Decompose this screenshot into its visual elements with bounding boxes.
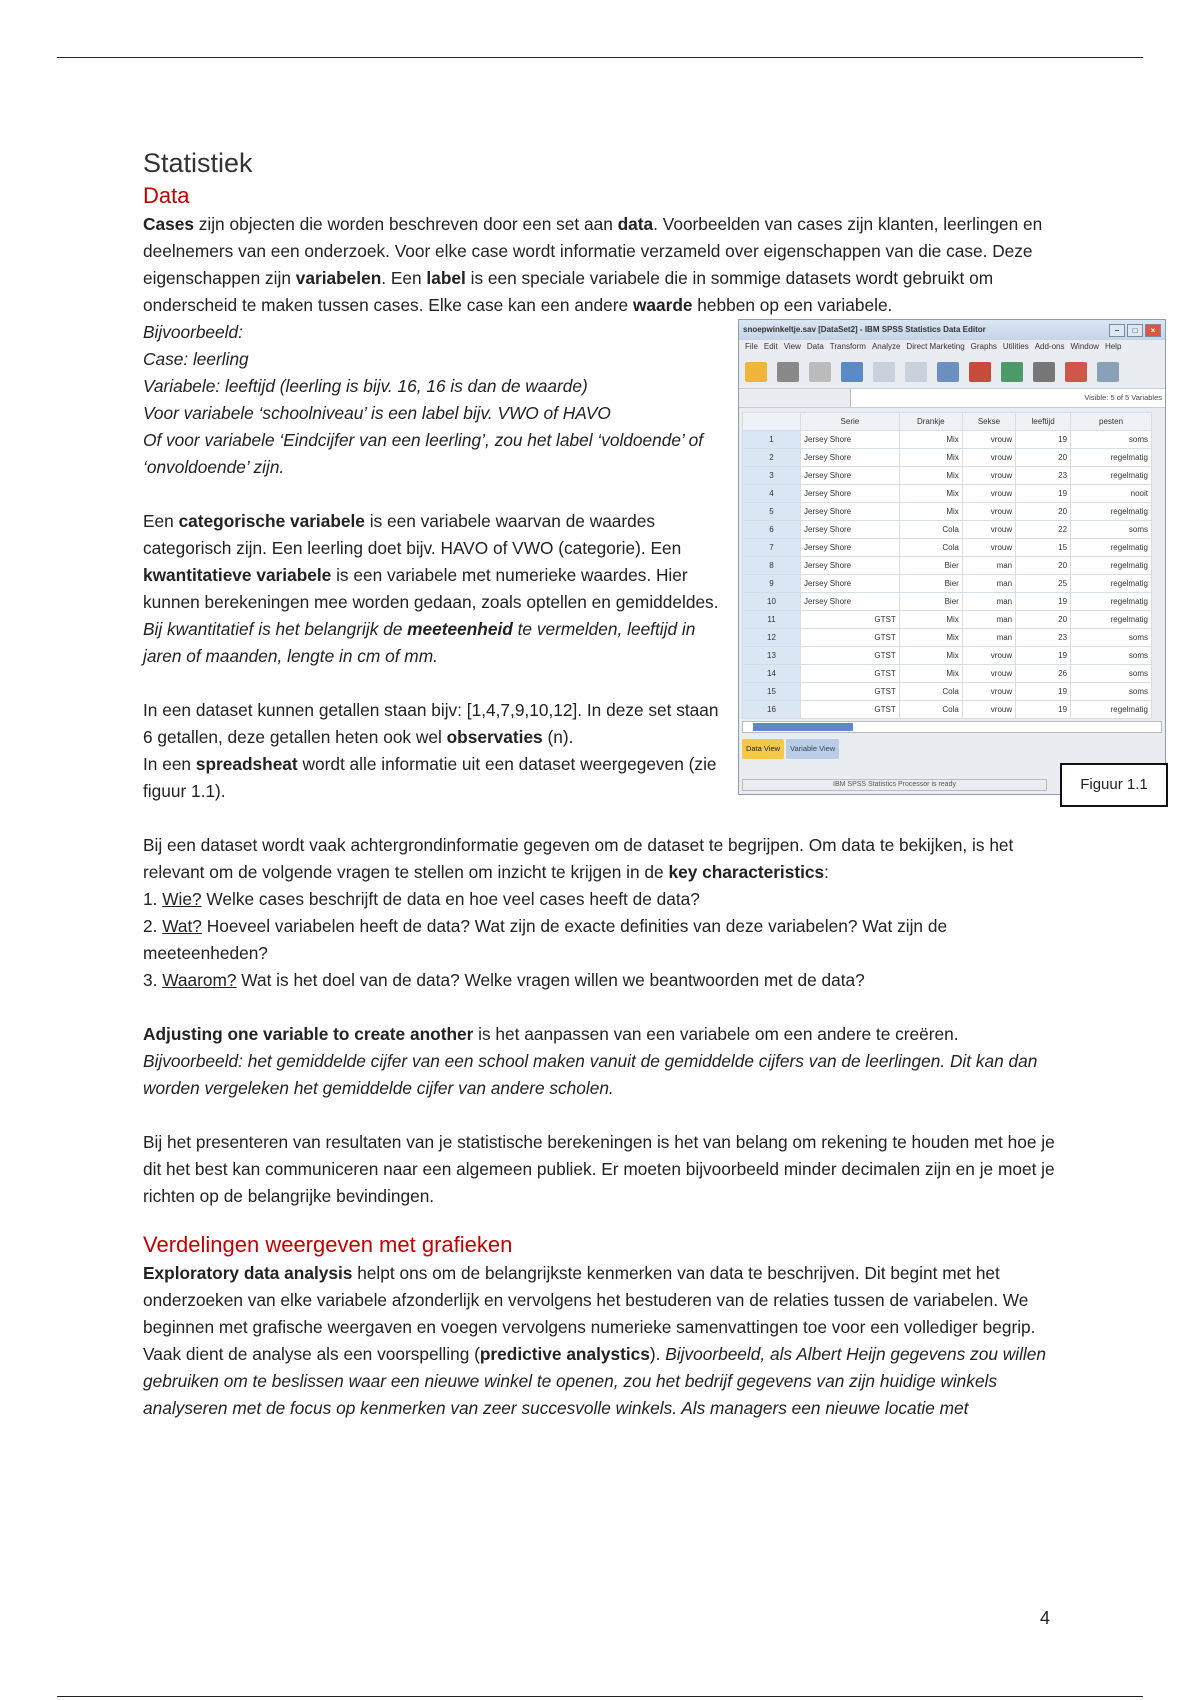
data-cell[interactable]: GTST [801, 629, 900, 647]
question-text: 1. [143, 889, 163, 909]
row-number[interactable]: 9 [743, 575, 801, 593]
horizontal-scrollbar[interactable] [742, 721, 1162, 733]
column-header[interactable]: Serie [801, 413, 900, 431]
question-text: Hoeveel variabelen heeft de data? Wat zijn de exacte definities van deze variabelen? Wat zijn de meeteenheden? [143, 916, 948, 963]
row-number[interactable]: 12 [743, 629, 801, 647]
data-cell[interactable]: regelmatig [1071, 593, 1152, 611]
footer-rule [57, 1696, 1143, 1697]
cell-reference[interactable] [739, 389, 851, 407]
data-cell[interactable]: 23 [1016, 467, 1071, 485]
row-number[interactable]: 4 [743, 485, 801, 503]
data-cell[interactable]: vrouw [962, 665, 1015, 683]
paragraph-variable-types: Een categorische variabele is een variabele waarvan de waardes categorisch zijn. Een leerling doet bijv. HAVO of VWO (categorie). Een kwantitatieve variabele is een variabele met numerieke waardes. Hier kunnen berekeningen mee worden gedaan, zoals optellen en gemiddeldes. Bij kwantitatief is het belangrijk de meeteenheid te vermelden, leeftijd in jaren of maanden, lengte in cm of mm. [143, 511, 719, 666]
column-header[interactable]: Sekse [962, 413, 1015, 431]
goto-case-icon[interactable] [937, 362, 959, 382]
row-number[interactable]: 6 [743, 521, 801, 539]
data-cell[interactable]: 15 [1016, 539, 1071, 557]
table-row [743, 575, 1152, 593]
split-file-icon[interactable] [1065, 362, 1087, 382]
data-cell[interactable]: vrouw [962, 485, 1015, 503]
data-cell[interactable]: 20 [1016, 557, 1071, 575]
question-text: 2. [143, 916, 163, 936]
data-cell[interactable]: Jersey Shore [801, 503, 900, 521]
save-icon[interactable] [777, 362, 799, 382]
data-cell[interactable]: Cola [899, 683, 962, 701]
example-line: Variabele: leeftijd (leerling is bijv. 16, 16 is dan de waarde) [143, 376, 588, 396]
table-row [743, 485, 1152, 503]
row-number[interactable]: 15 [743, 683, 801, 701]
menu-item[interactable]: Edit [763, 342, 778, 351]
figure-caption: Figuur 1.1 [1060, 763, 1168, 807]
maximize-button[interactable]: □ [1127, 324, 1143, 337]
data-cell[interactable]: regelmatig [1071, 611, 1152, 629]
question-keyword: Waarom? [162, 970, 237, 990]
data-cell[interactable]: 19 [1016, 683, 1071, 701]
page-title: Statistiek [143, 148, 253, 178]
question-item [143, 913, 1058, 967]
column-header[interactable]: leeftijd [1016, 413, 1071, 431]
data-cell[interactable]: 20 [1016, 449, 1071, 467]
data-cell[interactable]: soms [1071, 647, 1152, 665]
data-cell[interactable]: regelmatig [1071, 449, 1152, 467]
data-cell[interactable]: Jersey Shore [801, 593, 900, 611]
insert-variable-icon[interactable] [1001, 362, 1023, 382]
data-cell[interactable]: 19 [1016, 485, 1071, 503]
paragraph-presenting: Bij het presenteren van resultaten van je statistische berekeningen is het van belang om rekening te houden met hoe je dit het best kan communiceren naar een algemeen publiek. Er moeten bijvoorbeeld minder decimalen zijn en je moet je richten op de belangrijke bevindingen. [143, 1132, 1055, 1206]
question-keyword: Wie? [162, 889, 202, 909]
paragraph-key-characteristics: Bij een dataset wordt vaak achtergrondinformatie gegeven om de dataset te begrijpen. Om data te bekijken, is het relevant om de volgende vragen te stellen om inzicht te krijgen in de key characteristics: [143, 835, 1014, 882]
row-number[interactable]: 8 [743, 557, 801, 575]
data-cell[interactable]: 26 [1016, 665, 1071, 683]
header-rule [57, 57, 1143, 58]
data-cell[interactable]: Jersey Shore [801, 557, 900, 575]
paragraph-observations: In een dataset kunnen getallen staan bijv: [1,4,7,9,10,12]. In deze set staan 6 getallen, deze getallen heten ook wel observaties (n). [143, 700, 719, 747]
question-text: Wat is het doel van de data? Welke vragen willen we beantwoorden met de data? [236, 970, 865, 990]
window-title: snoepwinkeltje.sav [DataSet2] - IBM SPSS Statistics Data Editor [743, 325, 986, 334]
data-cell[interactable]: vrouw [962, 701, 1015, 719]
data-cell[interactable]: GTST [801, 701, 900, 719]
data-cell[interactable]: soms [1071, 665, 1152, 683]
data-cell[interactable]: Bier [899, 593, 962, 611]
row-number[interactable]: 5 [743, 503, 801, 521]
data-cell[interactable]: 19 [1016, 593, 1071, 611]
data-cell[interactable]: Jersey Shore [801, 575, 900, 593]
data-cell[interactable]: regelmatig [1071, 557, 1152, 575]
insert-case-icon[interactable] [969, 362, 991, 382]
data-cell[interactable]: man [962, 575, 1015, 593]
question-keyword: Wat? [162, 916, 202, 936]
table-row [743, 701, 1152, 719]
spss-figure [738, 319, 1168, 807]
page-number: 4 [1040, 1608, 1051, 1628]
question-item [143, 886, 1058, 913]
row-header-corner [743, 413, 801, 431]
table-row [743, 503, 1152, 521]
data-cell[interactable]: man [962, 557, 1015, 575]
menu-item[interactable]: Add-ons [1034, 342, 1065, 351]
data-cell[interactable]: Cola [899, 701, 962, 719]
questions-list [143, 886, 1058, 994]
spss-window [738, 319, 1166, 795]
data-cell[interactable]: vrouw [962, 539, 1015, 557]
table-row [743, 647, 1152, 665]
table-row [743, 611, 1152, 629]
toolbar [739, 356, 1165, 388]
table-row [743, 521, 1152, 539]
data-cell[interactable]: Mix [899, 611, 962, 629]
row-number[interactable]: 7 [743, 539, 801, 557]
data-cell[interactable]: 20 [1016, 611, 1071, 629]
paragraph-cases: Cases zijn objecten die worden beschreven door een set aan data. Voorbeelden van cases zijn klanten, leerlingen en deelnemers van een onderzoek. Voor elke case wordt informatie verzameld over eigenschappen van die case. Deze eigenschappen zijn variabelen. Een label is een speciale variabele die in sommige datasets wordt gebruikt om onderscheid te maken tussen cases. Elke case kan een andere waarde hebben op een variabele. [143, 214, 1043, 315]
data-cell[interactable]: Bier [899, 557, 962, 575]
data-cell[interactable]: regelmatig [1071, 575, 1152, 593]
data-cell[interactable]: Cola [899, 521, 962, 539]
data-cell[interactable]: man [962, 629, 1015, 647]
data-cell[interactable]: Mix [899, 449, 962, 467]
table-row [743, 431, 1152, 449]
example-line: Case: leerling [143, 349, 249, 369]
data-cell[interactable]: 23 [1016, 629, 1071, 647]
paragraph-adjusting: Adjusting one variable to create another is het aanpassen van een variabele om een andere te creëren. Bijvoorbeeld: het gemiddelde cijfer van een school maken vanuit de gemiddelde cijfers van de leerlingen. Dit kan dan worden vergeleken het gemiddelde cijfer van andere scholen. [143, 1024, 1038, 1098]
row-number[interactable]: 11 [743, 611, 801, 629]
menu-item[interactable]: Graphs [970, 342, 997, 351]
table-row [743, 629, 1152, 647]
table-row [743, 593, 1152, 611]
row-number[interactable]: 14 [743, 665, 801, 683]
data-cell[interactable]: regelmatig [1071, 503, 1152, 521]
data-cell[interactable]: man [962, 593, 1015, 611]
redo-icon[interactable] [905, 362, 927, 382]
tab-variable-view[interactable]: Variable View [786, 739, 839, 759]
data-cell[interactable]: Jersey Shore [801, 467, 900, 485]
close-button[interactable]: × [1145, 324, 1161, 337]
data-cell[interactable]: Mix [899, 467, 962, 485]
data-cell[interactable]: Mix [899, 503, 962, 521]
row-number[interactable]: 2 [743, 449, 801, 467]
open-icon[interactable] [745, 362, 767, 382]
data-cell[interactable]: soms [1071, 683, 1152, 701]
example-line: Of voor variabele ‘Eindcijfer van een leerling’, zou het label ‘voldoende’ of ‘onvoldoende’ zijn. [143, 430, 704, 477]
tab-data-view[interactable]: Data View [742, 739, 784, 759]
data-cell[interactable]: vrouw [962, 683, 1015, 701]
data-cell[interactable]: Jersey Shore [801, 485, 900, 503]
data-cell[interactable]: Mix [899, 665, 962, 683]
data-cell[interactable]: GTST [801, 665, 900, 683]
window-titlebar [739, 320, 1165, 340]
scroll-thumb[interactable] [753, 723, 853, 731]
data-cell[interactable]: Jersey Shore [801, 539, 900, 557]
data-cell[interactable]: vrouw [962, 521, 1015, 539]
data-cell[interactable]: vrouw [962, 431, 1015, 449]
menu-item[interactable]: View [783, 342, 801, 351]
question-text: Welke cases beschrijft de data en hoe veel cases heeft de data? [201, 889, 700, 909]
data-cell[interactable]: vrouw [962, 467, 1015, 485]
data-cell[interactable]: regelmatig [1071, 539, 1152, 557]
weight-cases-icon[interactable] [1097, 362, 1119, 382]
data-cell[interactable]: Bier [899, 575, 962, 593]
data-cell[interactable]: 22 [1016, 521, 1071, 539]
question-text: 3. [143, 970, 163, 990]
table-row [743, 665, 1152, 683]
data-grid [742, 412, 1152, 719]
data-cell[interactable]: GTST [801, 647, 900, 665]
example-line: Bijvoorbeeld: [143, 322, 243, 342]
row-number[interactable]: 1 [743, 431, 801, 449]
table-row [743, 449, 1152, 467]
data-cell[interactable]: 25 [1016, 575, 1071, 593]
data-cell[interactable]: GTST [801, 611, 900, 629]
data-cell[interactable]: Mix [899, 431, 962, 449]
dialog-recall-icon[interactable] [841, 362, 863, 382]
find-icon[interactable] [1033, 362, 1055, 382]
table-row [743, 557, 1152, 575]
data-cell[interactable]: soms [1071, 629, 1152, 647]
table-row [743, 467, 1152, 485]
print-icon[interactable] [809, 362, 831, 382]
menu-item[interactable]: Transform [829, 342, 866, 351]
heading-verdelingen: Verdelingen weergeven met grafieken [143, 1232, 513, 1257]
menu-item[interactable]: Analyze [871, 342, 901, 351]
data-cell[interactable]: man [962, 611, 1015, 629]
menu-item[interactable]: Direct Marketing [906, 342, 965, 351]
data-cell[interactable]: 19 [1016, 647, 1071, 665]
data-cell[interactable]: Mix [899, 629, 962, 647]
page-content [143, 145, 1162, 1422]
question-item [143, 967, 1058, 994]
table-row [743, 539, 1152, 557]
data-cell[interactable]: regelmatig [1071, 701, 1152, 719]
data-cell[interactable]: GTST [801, 683, 900, 701]
data-cell[interactable]: 20 [1016, 503, 1071, 521]
undo-icon[interactable] [873, 362, 895, 382]
data-cell[interactable]: soms [1071, 431, 1152, 449]
row-number[interactable]: 16 [743, 701, 801, 719]
row-number[interactable]: 3 [743, 467, 801, 485]
data-cell[interactable]: regelmatig [1071, 467, 1152, 485]
data-cell[interactable]: Jersey Shore [801, 431, 900, 449]
visible-variables: Visible: 5 of 5 Variables [1084, 393, 1162, 402]
table-row [743, 683, 1152, 701]
data-cell[interactable]: vrouw [962, 647, 1015, 665]
paragraph-eda: Exploratory data analysis helpt ons om de belangrijkste kenmerken van data te beschrijven. Dit begint met het onderzoeken van elke variabele afzonderlijk en vervolgens het bestuderen van de relaties tussen de variabelen. We beginnen met grafische weergaven en voegen vervolgens numerieke samenvattingen toe voor een vollediger begrip. Vaak dient de analyse als een voorspelling (predictive analystics). Bijvoorbeeld, als Albert Heijn gegevens zou willen gebruiken om te beslissen waar een nieuwe winkel te openen, zou het bedrijf gegevens van zijn huidige winkels analyseren met de focus op kenmerken van zeer succesvolle winkels. Als managers een nieuwe locatie met [143, 1263, 1046, 1418]
menu-bar [739, 340, 1165, 356]
data-cell[interactable]: 19 [1016, 431, 1071, 449]
menu-item[interactable]: Data [806, 342, 824, 351]
data-cell[interactable]: vrouw [962, 503, 1015, 521]
status-bar: IBM SPSS Statistics Processor is ready [742, 779, 1047, 791]
menu-item[interactable]: Window [1070, 342, 1099, 351]
paragraph-spreadsheet: In een spreadsheat wordt alle informatie uit een dataset weergegeven (zie figuur 1.1). [143, 754, 717, 801]
minimize-button[interactable]: – [1109, 324, 1125, 337]
column-header[interactable]: pesten [1071, 413, 1152, 431]
menu-item[interactable]: Help [1104, 342, 1122, 351]
data-cell[interactable]: Mix [899, 485, 962, 503]
row-number[interactable]: 13 [743, 647, 801, 665]
column-header[interactable]: Drankje [899, 413, 962, 431]
data-cell[interactable]: soms [1071, 521, 1152, 539]
data-cell[interactable]: Cola [899, 539, 962, 557]
cell-editor-bar [739, 388, 1165, 408]
data-cell[interactable]: 19 [1016, 701, 1071, 719]
menu-item[interactable]: File [745, 342, 758, 351]
data-cell[interactable]: Jersey Shore [801, 521, 900, 539]
menu-item[interactable]: Utilities [1002, 342, 1029, 351]
data-cell[interactable]: Mix [899, 647, 962, 665]
row-number[interactable]: 10 [743, 593, 801, 611]
example-line: Voor variabele ‘schoolniveau’ is een label bijv. VWO of HAVO [143, 403, 611, 423]
data-cell[interactable]: Jersey Shore [801, 449, 900, 467]
heading-data: Data [143, 183, 190, 208]
data-cell[interactable]: vrouw [962, 449, 1015, 467]
data-cell[interactable]: nooit [1071, 485, 1152, 503]
